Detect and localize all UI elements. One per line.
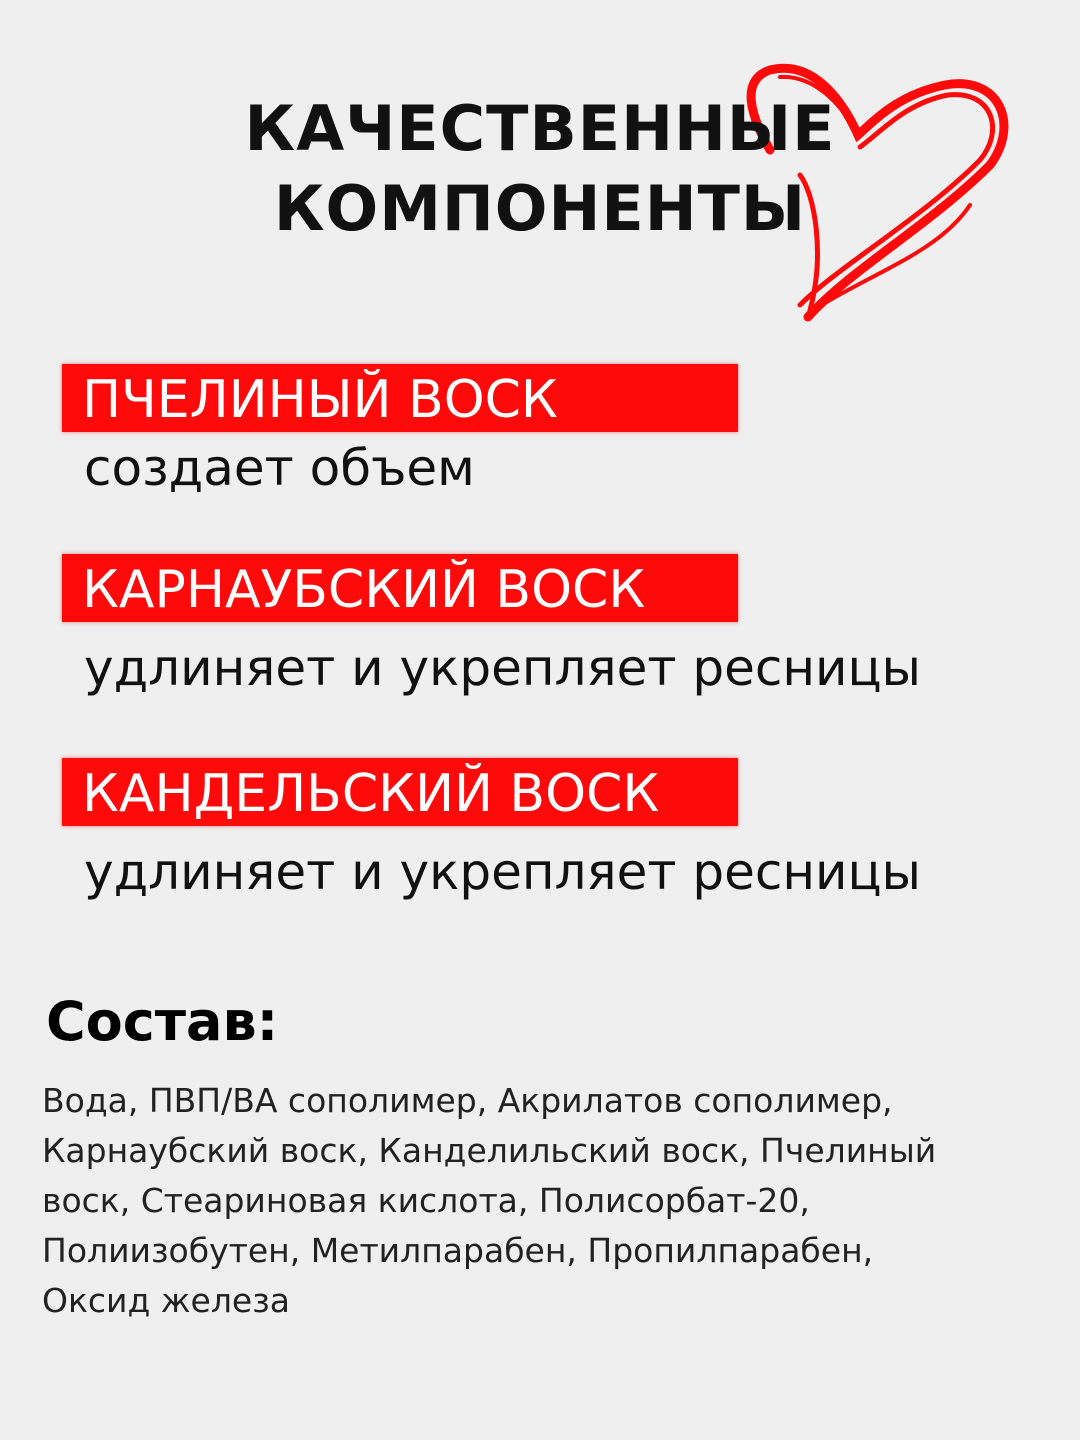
page-title-line-2: КОМПОНЕНТЫ — [273, 172, 807, 245]
composition-list — [42, 1076, 1052, 1326]
page-title-line-1: КАЧЕСТВЕННЫЕ — [244, 92, 836, 165]
ingredient-name: ПЧЕЛИНЫЙ ВОСК — [82, 370, 558, 430]
ingredient-name: КАРНАУБСКИЙ ВОСК — [82, 560, 646, 620]
composition-line: Вода, ПВП/ВА сополимер, Акрилатов сополимер, — [42, 1081, 893, 1120]
composition-line: Оксид железа — [42, 1281, 290, 1320]
ingredient-label-candelilla — [62, 758, 738, 826]
composition-line: Карнаубский воск, Канделильский воск, Пчелиный — [42, 1131, 937, 1170]
composition-line: воск, Стеариновая кислота, Полисорбат-20, — [42, 1181, 810, 1220]
ingredient-label-carnauba — [62, 554, 738, 622]
composition-line: Полиизобутен, Метилпарабен, Пропилпарабен, — [42, 1231, 874, 1270]
ingredient-description: удлиняет и укрепляет ресницы — [84, 639, 922, 697]
ingredient-description: создает объем — [84, 439, 475, 497]
ingredient-name: КАНДЕЛЬСКИЙ ВОСК — [82, 764, 660, 824]
ingredient-description: удлиняет и укрепляет ресницы — [84, 843, 922, 901]
composition-title: Состав: — [46, 990, 279, 1053]
ingredient-label-beeswax — [62, 364, 738, 432]
